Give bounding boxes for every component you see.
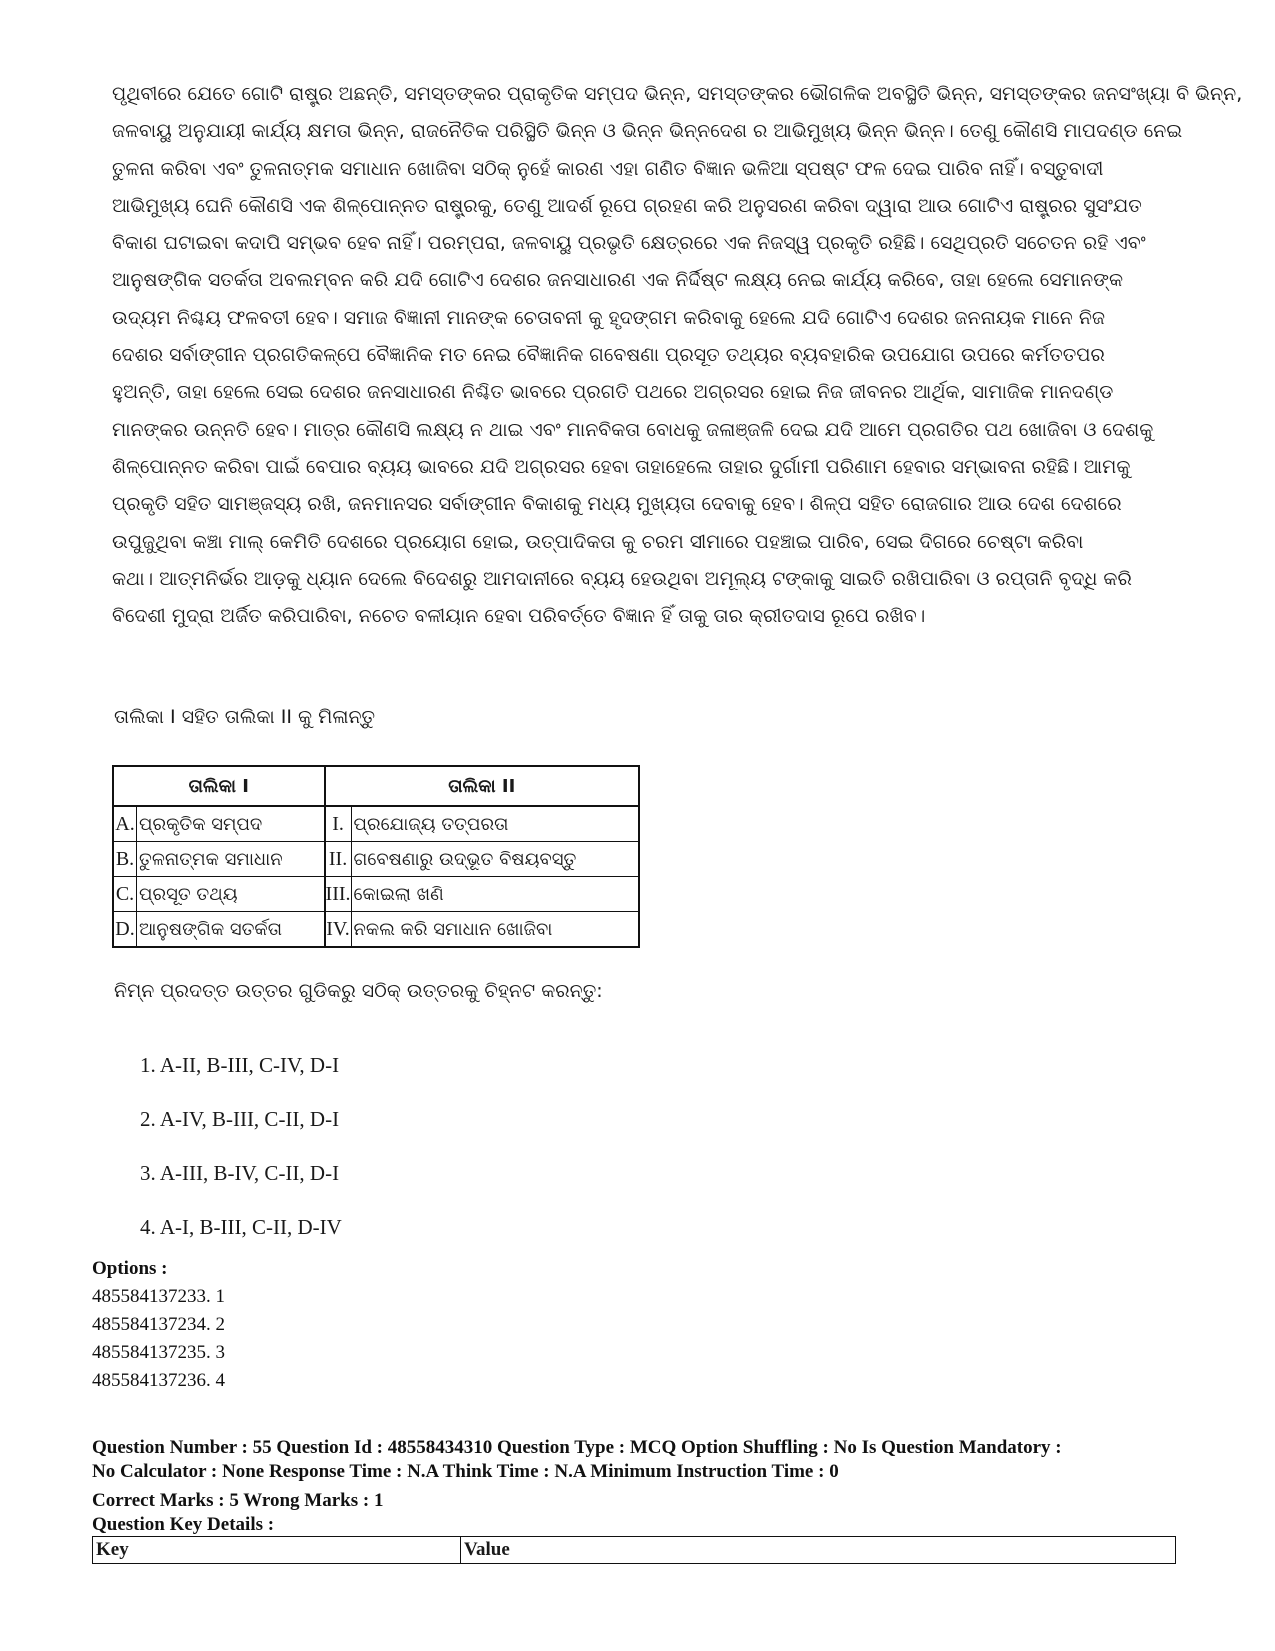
passage-line: ହୁଅନ୍ତି, ତାହା ହେଲେ ସେଇ ଦେଶର ଜନସାଧାରଣ ନିଶ୍ଚିତ ଭାବରେ ପ୍ରଗତି ପଥରେ ଅଗ୍ରସର ହୋଇ ନିଜ ଜୀବନର ଆର୍ଥିକ, ସାମାଜିକ ମାନଦଣ୍ଡ [112,381,1114,404]
list-2-item: କୋଇଲା ଖଣି [351,877,639,912]
passage-line: ଆନୁଷଙ୍ଗିକ ସତର୍କତା ଅବଲମ୍ବନ କରି ଯଦି ଗୋଟିଏ ଦେଶର ଜନସାଧାରଣ ଏକ ନିର୍ଦ୍ଦିଷ୍ଟ ଲକ୍ଷ୍ୟ ନେଇ କାର୍ଯ୍ୟ କରିବେ, ତାହା ହେଲେ ସେମାନଙ୍କ [112,269,1124,292]
passage-line: ଜଳବାୟୁ ଅନୁଯାୟୀ କାର୍ଯ୍ୟ କ୍ଷମତା ଭିନ୍ନ, ରାଜନୈତିକ ପରିସ୍ଥିତି ଭିନ୍ନ ଓ ଭିନ୍ନ ଭିନ୍ନଦେଶ ର ଆଭିମୁଖ୍ୟ ଭିନ୍ନ ଭିନ୍ନ। ତେଣୁ କୌଣସି ମାପଦଣ୍ଡ ନେଇ [112,120,1183,143]
match-instruction: ତାଲିକା I ସହିତ ତାଲିକା II କୁ ମିଳାନ୍ତୁ [114,706,376,728]
answer-choice: 1. A-II, B-III, C-IV, D-I [140,1053,340,1077]
question-meta-line: No Calculator : None Response Time : N.A Think Time : N.A Minimum Instruction Time : 0 [92,1461,839,1482]
passage-line: ବିକାଶ ଘଟାଇବା କଦାପି ସମ୍ଭବ ହେବ ନାହିଁ। ପରମ୍ପରା, ଜଳବାୟୁ ପ୍ରଭୃତି କ୍ଷେତ୍ରରେ ଏକ ନିଜସ୍ୱ ପ୍ରକୃତି ରହିଛି। ସେଥିପ୍ରତି ସଚେତନ ରହି ଏବଂ [112,232,1146,255]
answer-choice: 3. A-III, B-IV, C-II, D-I [140,1161,340,1185]
option-item: 485584137233. 1 [92,1286,225,1307]
row-label: B. [113,842,137,877]
option-item: 485584137234. 2 [92,1314,225,1335]
row-label: II. [325,842,351,877]
list-1-header: ତାଲିକା I [113,766,325,806]
key-details-heading: Question Key Details : [92,1514,275,1535]
list-1-item: ପ୍ରସୂତ ତଥ୍ୟ [137,877,325,912]
passage [112,76,1243,635]
list-1-item: ଆନୁଷଙ୍ଗିକ ସତର୍କତା [137,912,325,948]
options-heading: Options : [92,1258,168,1279]
row-label: I. [325,806,351,842]
list-2-item: ଗବେଷଣାରୁ ଉଦ୍ଭୂତ ବିଷୟବସ୍ତୁ [351,842,639,877]
row-label: D. [113,912,137,948]
passage-line: କଥା। ଆତ୍ମନିର୍ଭର ଆଡ଼କୁ ଧ୍ୟାନ ଦେଲେ ବିଦେଶରୁ ଆମଦାନୀରେ ବ୍ୟୟ ହେଉଥିବା ଅମୂଲ୍ୟ ଟଙ୍କାକୁ ସାଇତି ରଖିପାରିବା ଓ ରପ୍ତାନି ବୃଦ୍ଧି କରି [112,567,1132,590]
row-label: A. [113,806,137,842]
table-row [113,806,639,842]
match-table-header [113,766,639,806]
passage-line: ମାନଙ୍କର ଉନ୍ନତି ହେବ। ମାତ୍ର କୌଣସି ଲକ୍ଷ୍ୟ ନ ଥାଇ ଏବଂ ମାନବିକତା ବୋଧକୁ ଜଳାଞ୍ଜଳି ଦେଇ ଯଦି ଆମେ ପ୍ରଗତିର ପଥ ଖୋଜିବା ଓ ଦେଶକୁ [112,418,1154,441]
answer-choice: 4. A-I, B-III, C-II, D-IV [140,1215,342,1239]
list-1-item: ପ୍ରକୃତିକ ସମ୍ପଦ [137,806,325,842]
answer-prompt: ନିମ୍ନ ପ୍ରଦତ୍ତ ଉତ୍ତର ଗୁଡିକରୁ ସଠିକ୍ ଉତ୍ତରକୁ ଚିହ୍ନଟ କରନ୍ତୁ: [114,980,603,1002]
answer-choice: 2. A-IV, B-III, C-II, D-I [140,1107,340,1131]
list-2-item: ପ୍ରଯୋଜ୍ୟ ତତ୍ପରତା [351,806,639,842]
match-table [112,765,640,948]
option-item: 485584137236. 4 [92,1370,225,1391]
value-column-header: Value [461,1537,1176,1564]
passage-line: ଦେଶର ସର୍ବାଙ୍ଗୀନ ପ୍ରଗତିକଳ୍ପେ ବୈଜ୍ଞାନିକ ମତ ନେଇ ବୈଜ୍ଞାନିକ ଗବେଷଣା ପ୍ରସୂତ ତଥ୍ୟର ବ୍ୟବହାରିକ ଉପଯୋଗ ଉପରେ କର୍ମତତପର [112,344,1105,367]
passage-line: ଶିଳ୍ପୋନ୍ନତ କରିବା ପାଇଁ ବେପାର ବ୍ୟୟ ଭାବରେ ଯଦି ଅଗ୍ରସର ହେବା ତାହାହେଲେ ତାହାର ଦୁର୍ଗାମୀ ପରିଣାମ ହେବାର ସମ୍ଭାବନା ରହିଛି। ଆମକୁ [112,455,1131,478]
list-1-item: ତୁଳନାତ୍ମକ ସମାଧାନ [137,842,325,877]
row-label: IV. [325,912,351,948]
table-row [113,877,639,912]
list-2-header: ତାଲିକା II [325,766,639,806]
key-table [92,1536,1176,1564]
passage-line: ଉପୁଜୁଥିବା କଞ୍ଚା ମାଲ୍ କେମିତି ଦେଶରେ ପ୍ରୟୋଗ ହୋଇ, ଉତ୍ପାଦିକତା କୁ ଚରମ ସୀମାରେ ପହଞ୍ଚାଇ ପାରିବ, ସେଇ ଦିଗରେ ଚେଷ୍ଟା କରିବା [112,530,1084,553]
list-2-item: ନକଲ କରି ସମାଧାନ ଖୋଜିବା [351,912,639,948]
passage-line: ପ୍ରକୃତି ସହିତ ସାମଞ୍ଜସ୍ୟ ରଖି, ଜନମାନସର ସର୍ବାଙ୍ଗୀନ ବିକାଶକୁ ମଧ୍ୟ ମୁଖ୍ୟତା ଦେବାକୁ ହେବ। ଶିଳ୍ପ ସହିତ ରୋଜଗାର ଆଉ ଦେଶ ଦେଶରେ [112,493,1122,516]
table-row [113,912,639,948]
option-item: 485584137235. 3 [92,1342,225,1363]
row-label: III. [325,877,351,912]
passage-line: ପୃଥିବୀରେ ଯେତେ ଗୋଟି ରାଷ୍ଟ୍ର ଅଛନ୍ତି, ସମସ୍ତଙ୍କର ପ୍ରାକୃତିକ ସମ୍ପଦ ଭିନ୍ନ, ସମସ୍ତଙ୍କର ଭୌଗଳିକ ଅବସ୍ଥିତି ଭିନ୍ନ, ସମସ୍ତଙ୍କର ଜନସଂଖ୍ୟା ବି ଭିନ୍ନ, [112,83,1243,105]
passage-line: ବିଦେଶୀ ମୁଦ୍ରା ଅର୍ଜିତ କରିପାରିବା, ନଚେତ ବଳୀୟାନ ହେବା ପରିବର୍ତ୍ତେ ବିଜ୍ଞାନ ହିଁ ତାକୁ ତାର କ୍ରୀତଦାସ ରୂପେ ରଖିବ। [112,605,926,628]
passage-line: ଉଦ୍ୟମ ନିଶ୍ଚୟ ଫଳବତୀ ହେବ। ସମାଜ ବିଜ୍ଞାନୀ ମାନଙ୍କ ଚେତାବନୀ କୁ ହୃଦଙ୍ଗମ କରିବାକୁ ହେଲେ ଯଦି ଗୋଟିଏ ଦେଶର ଜନନାୟକ ମାନେ ନିଜ [112,306,1106,329]
question-meta-line: Question Number : 55 Question Id : 48558434310 Question Type : MCQ Option Shuffling : No Is Question Mandatory : [92,1437,1062,1458]
passage-line: ଆଭିମୁଖ୍ୟ ଘେନି କୌଣସି ଏକ ଶିଳ୍ପୋନ୍ନତ ରାଷ୍ଟ୍ରକୁ, ତେଣୁ ଆଦର୍ଶ ରୂପେ ଗ୍ରହଣ କରି ଅନୁସରଣ କରିବା ଦ୍ୱାରା ଆଉ ଗୋଟିଏ ରାଷ୍ଟ୍ରର ସୁସଂଯତ [112,194,1142,217]
marks-line: Correct Marks : 5 Wrong Marks : 1 [92,1490,384,1511]
table-row [93,1537,1176,1564]
table-row [113,842,639,877]
passage-line: ତୁଳନା କରିବା ଏବଂ ତୁଳନାତ୍ମକ ସମାଧାନ ଖୋଜିବା ସଠିକ୍ ନୁହେଁ କାରଣ ଏହା ଗଣିତ ବିଜ୍ଞାନ ଭଳିଆ ସ୍ପଷ୍ଟ ଫଳ ଦେଇ ପାରିବ ନାହିଁ। ବସ୍ତୁବାଦୀ [112,157,1104,180]
key-column-header: Key [93,1537,461,1564]
row-label: C. [113,877,137,912]
